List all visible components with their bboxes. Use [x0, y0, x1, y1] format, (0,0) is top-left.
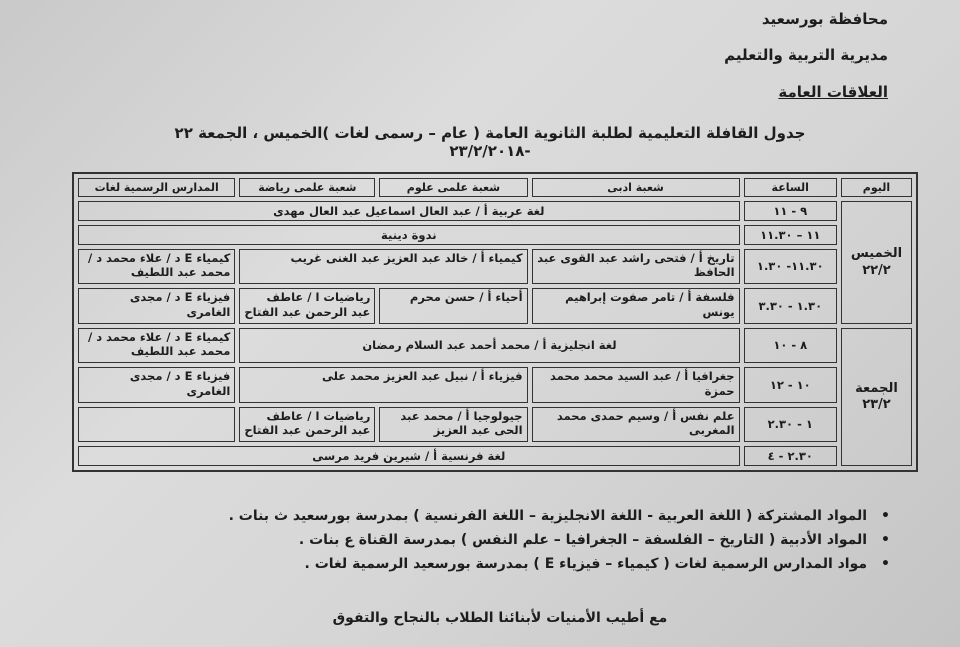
table-row — [78, 249, 912, 284]
governorate-label: محافظة بورسعيد — [761, 10, 888, 28]
header-oloom: شعبة علمى علوم — [379, 178, 527, 197]
notes-list — [229, 508, 890, 580]
session-cell: كيمياء E د / علاء محمد د / محمد عبد اللطيف — [78, 328, 235, 363]
department-label: العلاقات العامة — [778, 83, 888, 101]
note-item: • المواد المشتركة ( اللغة العربية - اللغة الانجليزية – اللغة الفرنسية ) بمدرسة بورسعيد ث بنات . — [229, 508, 890, 524]
session-cell: لغة انجليزية أ / محمد أحمد عبد السلام رمضان — [239, 328, 739, 363]
table-header-row — [78, 178, 912, 197]
table-row — [78, 407, 912, 442]
closing-message: مع أطيب الأمنيات لأبنائنا الطلاب بالنجاح والتفوق — [332, 610, 668, 626]
session-cell: كيمياء أ / خالد عبد العزيز عبد الغنى غريب — [239, 249, 527, 284]
note-item: • مواد المدارس الرسمية لغات ( كيمياء – فيزياء E ) بمدرسة بورسعيد الرسمية لغات . — [229, 556, 890, 572]
header-day: اليوم — [841, 178, 912, 197]
table-row — [78, 225, 912, 245]
session-cell: ندوة دينية — [78, 225, 740, 245]
session-cell: تاريخ أ / فتحى راشد عبد القوى عبد الحافظ — [532, 249, 740, 284]
table-row — [78, 288, 912, 323]
session-cell: فيزياء E د / مجدى الغامرى — [78, 367, 235, 402]
session-cell: أحياء أ / حسن محرم — [379, 288, 527, 323]
time-cell: ١ - ٢.٣٠ — [744, 407, 837, 442]
time-cell: ١.٣٠ - ٣.٣٠ — [744, 288, 837, 323]
time-cell: ٨ - ١٠ — [744, 328, 837, 363]
time-cell: ١٠ - ١٢ — [744, 367, 837, 402]
header-lughat: المدارس الرسمية لغات — [78, 178, 235, 197]
header-time: الساعة — [744, 178, 837, 197]
table-row — [78, 328, 912, 363]
session-cell: رياضيات ا / عاطف عبد الرحمن عبد الفتاح — [239, 407, 375, 442]
empty-cell — [78, 407, 235, 442]
note-item: • المواد الأدبية ( التاريخ – الفلسفة – الجغرافيا – علم النفس ) بمدرسة القناة ع بنات . — [229, 532, 890, 548]
time-cell: ٢.٣٠ - ٤ — [744, 446, 837, 466]
schedule-table — [72, 172, 918, 472]
day-friday: الجمعة ٢٣/٢ — [841, 328, 912, 466]
session-cell: رياضيات ا / عاطف عبد الرحمن عبد الفتاح — [239, 288, 375, 323]
page-title: جدول القافلة التعليمية لطلبة الثانوية العامة ( عام – رسمى لغات )الخميس ، الجمعة ٢٢ -٢٣/٢/٢٠١٨ — [174, 124, 806, 160]
day-thursday: الخميس ٢٢/٢ — [841, 201, 912, 324]
header-riyada: شعبة علمى رياضة — [239, 178, 375, 197]
table-row — [78, 367, 912, 402]
time-cell: ٩ - ١١ — [744, 201, 837, 221]
session-cell: لغة عربية أ / عبد العال اسماعيل عبد العال مهدى — [78, 201, 740, 221]
session-cell: فلسفة أ / تامر صفوت إبراهيم يونس — [532, 288, 740, 323]
table-row — [78, 446, 912, 466]
session-cell: علم نفس أ / وسيم حمدى محمد المغربى — [532, 407, 740, 442]
session-cell: لغة فرنسية أ / شيرين فريد مرسى — [78, 446, 740, 466]
directorate-label: مديرية التربية والتعليم — [724, 46, 888, 64]
session-cell: فيزياء أ / نبيل عبد العزيز محمد على — [239, 367, 527, 402]
header-adabi: شعبة ادبى — [532, 178, 740, 197]
session-cell: فيزياء E د / مجدى الغامرى — [78, 288, 235, 323]
session-cell: جيولوجيا أ / محمد عبد الحى عبد العزيز — [379, 407, 527, 442]
time-cell: ١١ – ١١.٣٠ — [744, 225, 837, 245]
time-cell: ١١.٣٠- ١.٣٠ — [744, 249, 837, 284]
table-row — [78, 201, 912, 221]
session-cell: جغرافيا أ / عبد السيد محمد محمد حمزة — [532, 367, 740, 402]
session-cell: كيمياء E د / علاء محمد د / محمد عبد اللطيف — [78, 249, 235, 284]
